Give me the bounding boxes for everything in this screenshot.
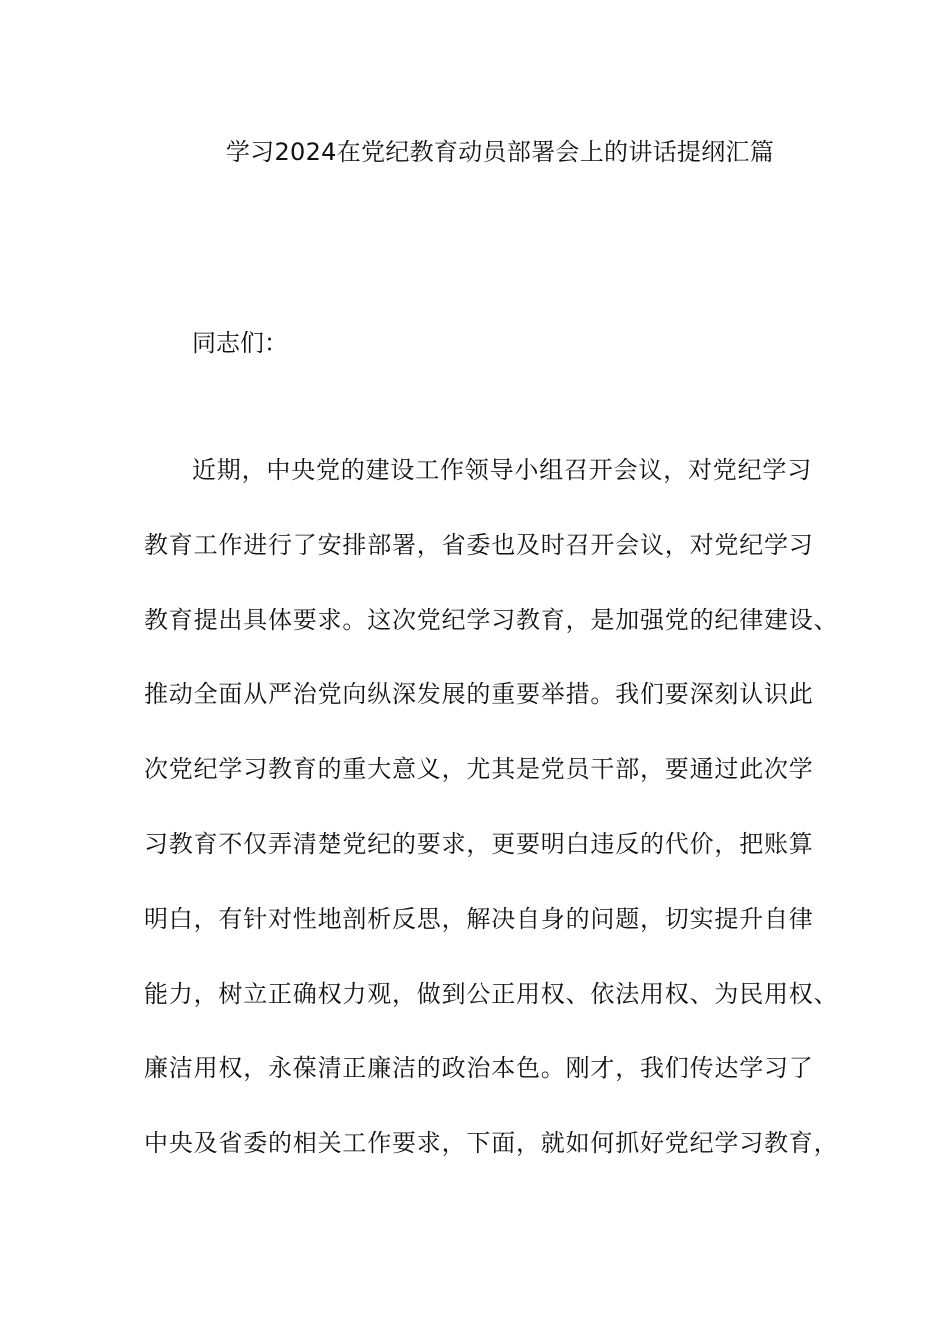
document-title: 学习2024在党纪教育动员部署会上的讲话提纲汇篇 bbox=[225, 138, 775, 166]
paragraph-line: 近期，中央党的建设工作领导小组召开会议，对党纪学习 bbox=[192, 456, 812, 484]
salutation: 同志们： bbox=[192, 329, 288, 357]
paragraph-line: 教育工作进行了安排部署，省委也及时召开会议，对党纪学习 bbox=[144, 530, 814, 559]
paragraph-line: 中央及省委的相关工作要求，下面，就如何抓好党纪学习教育， bbox=[144, 1129, 839, 1158]
body-paragraph bbox=[144, 452, 844, 1200]
paragraph-line: 能力，树立正确权力观，做到公正用权、依法用权、为民用权、 bbox=[144, 979, 839, 1008]
paragraph-line: 廉洁用权，永葆清正廉洁的政治本色。刚才，我们传达学习了 bbox=[144, 1054, 814, 1083]
paragraph-line: 习教育不仅弄清楚党纪的要求，更要明白违反的代价，把账算 bbox=[144, 829, 814, 858]
paragraph-line: 教育提出具体要求。这次党纪学习教育，是加强党的纪律建设、 bbox=[144, 605, 839, 634]
paragraph-line: 明白，有针对性地剖析反思，解决自身的问题，切实提升自律 bbox=[144, 904, 814, 933]
paragraph-line: 次党纪学习教育的重大意义，尤其是党员干部，要通过此次学 bbox=[144, 755, 814, 784]
paragraph-line: 推动全面从严治党向纵深发展的重要举措。我们要深刻认识此 bbox=[144, 680, 814, 709]
